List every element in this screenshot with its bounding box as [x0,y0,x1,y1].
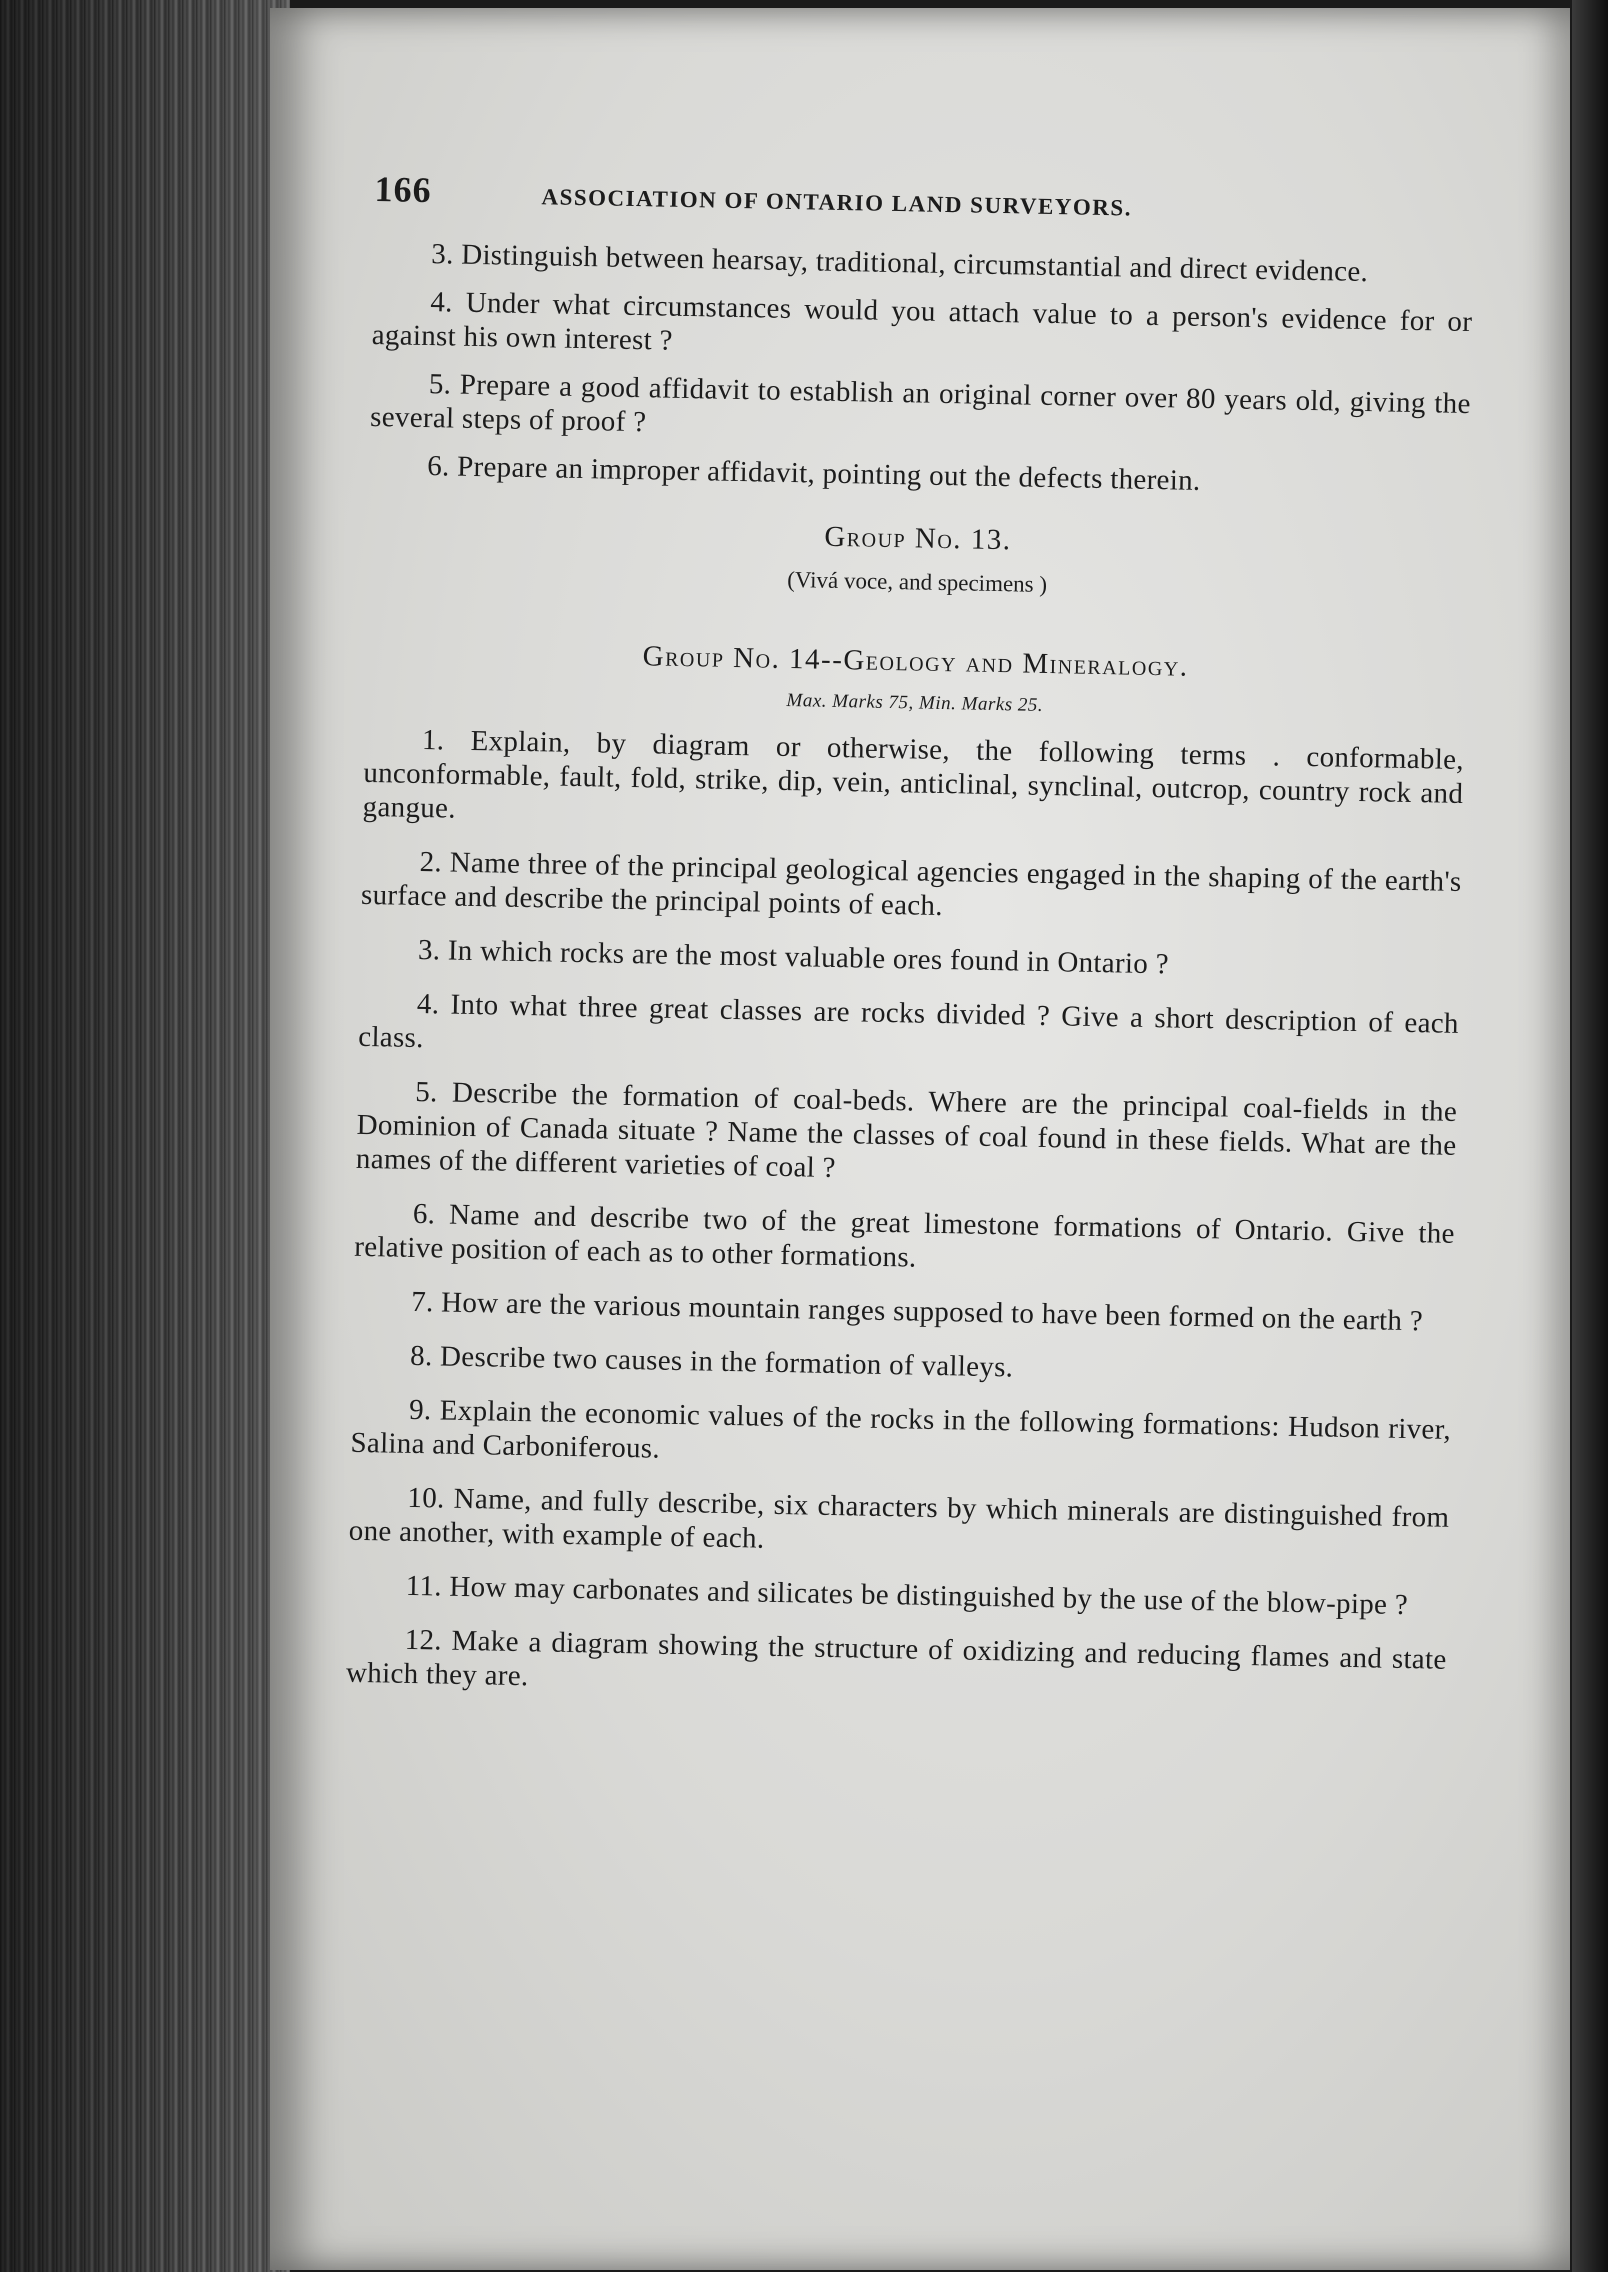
group-14-marks: Max. Marks 75, Min. Marks 25. [786,689,1044,716]
g14-question-11: 11. How may carbonates and silicates be distinguished by the use of the blow-pipe ? [405,1569,1409,1622]
g14-question-1: 1. Explain, by diagram or otherwise, the following terms . conformable, unconformable, fault, fold, strike, dip, vein, anticlinal, synclinal, outcrop, country rock and gangue. [362,724,1465,825]
g14-question-8: 8. Describe two causes in the formation of valleys. [409,1339,1014,1384]
group-14-section [346,635,1466,1711]
g14-question-12: 12. Make a diagram showing the structure of oxidizing and reducing flames and state which they are. [345,1623,1447,1693]
question-4-evidence-interest: 4. Under what circumstances would you attach value to a person's evidence for or against his own interest ? [371,286,1473,357]
group-13-note: (Vivá voce, and specimens ) [787,566,1048,597]
g14-question-10: 10. Name, and fully describe, six characters by which minerals are distinguished from one another, with example of each. [348,1481,1450,1555]
question-3-evidence: 3. Distinguish between hearsay, traditional, circumstantial and direct evidence. [431,238,1369,289]
group-13-heading: Group No. 13. [824,520,1012,557]
book-page-edges [0,0,290,2272]
running-title: ASSOCIATION OF ONTARIO LAND SURVEYORS. [541,184,1133,221]
group-14-heading: Group No. 14--Geology and Mineralogy. [642,640,1189,683]
question-5-good-affidavit: 5. Prepare a good affidavit to establish an original corner over 80 years old, giving the several steps of proof ? [369,368,1471,439]
question-6-improper-affidavit: 6. Prepare an improper affidavit, pointing out the defects therein. [426,450,1201,497]
questions-top [369,236,1474,503]
g14-question-2: 2. Name three of the principal geological agencies engaged in the shaping of the earth's surface and describe the principal points of each. [360,845,1462,923]
g14-question-3: 3. In which rocks are the most valuable ores found in Ontario ? [417,933,1170,981]
g14-question-4: 4. Into what three great classes are rocks divided ? Give a short description of each class. [358,987,1460,1055]
g14-question-6: 6. Name and describe two of the great limestone formations of Ontario. Give the relative position of each as to other formations. [353,1197,1456,1274]
running-head [374,168,1475,231]
page-content [345,168,1474,1731]
g14-question-9: 9. Explain the economic values of the rocks in the following formations: Hudson river, Salina and Carboniferous. [350,1393,1452,1465]
book-page [270,8,1570,2270]
page-number: 166 [374,168,432,211]
g14-question-5: 5. Describe the formation of coal-beds. Where are the principal coal-fields in the Dominion of Canada situate ? Name the classes of coal found in these fields. What are the names of the different varieties of coal ? [355,1075,1458,1185]
right-shadow-edge [1572,0,1608,2272]
g14-question-7: 7. How are the various mountain ranges supposed to have been formed on the earth ? [410,1285,1424,1338]
